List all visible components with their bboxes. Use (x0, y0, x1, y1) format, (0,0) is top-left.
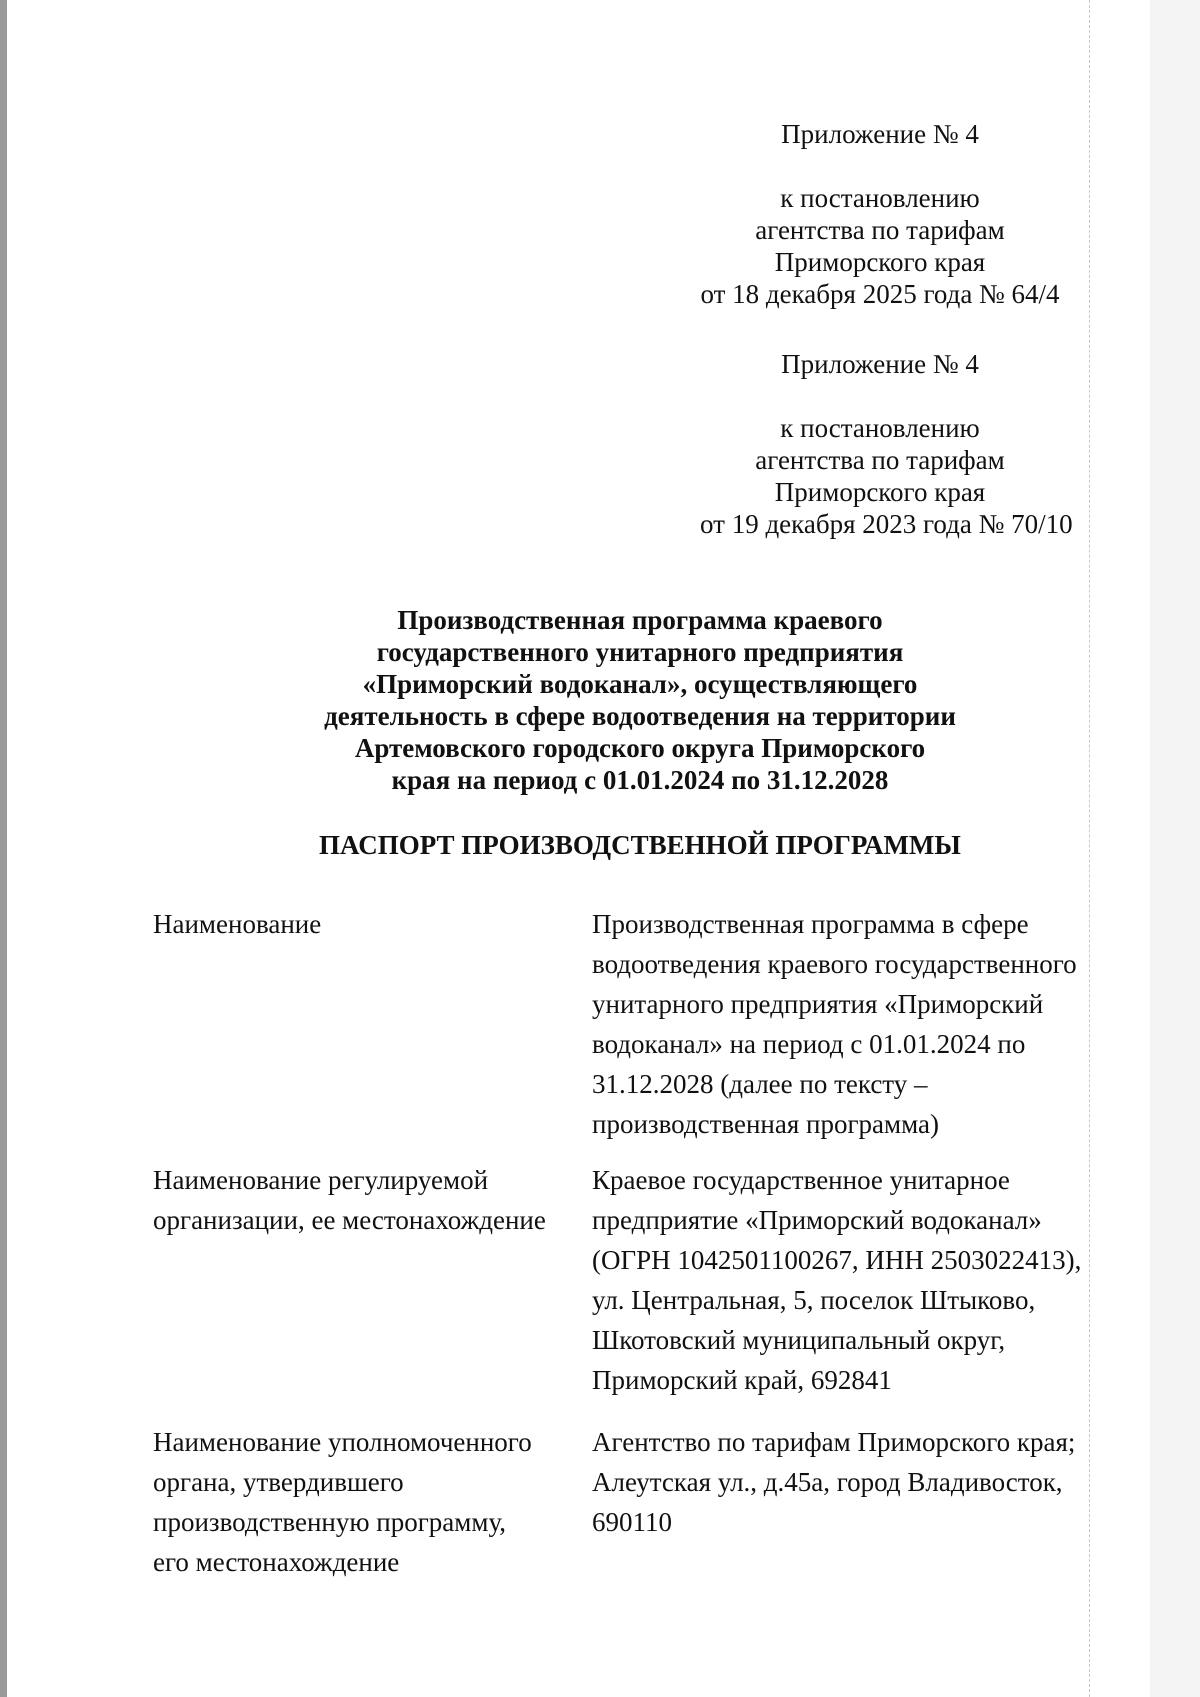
header-current (780, 118, 980, 150)
passport-title: ПАСПОРТ ПРОИЗВОДСТВЕННОЙ ПРОГРАММЫ (319, 830, 961, 860)
row-label (153, 1160, 583, 1240)
header-previous-agency: агентства по тарифам (755, 445, 1005, 475)
header-previous-region: Приморского края (774, 477, 986, 507)
row-label (153, 904, 583, 944)
header-previous (780, 348, 980, 380)
header-previous-date: от 19 декабря 2023 года № 70/10 (700, 509, 1073, 539)
header-current-date: от 18 декабря 2025 года № 64/4 (700, 279, 1060, 309)
row-value-line: Приморский край, 692841 (592, 1365, 892, 1395)
row-value-line: ул. Центральная, 5, поселок Штыково, (592, 1285, 1036, 1315)
row-value (592, 904, 1112, 1144)
row-label-line: его местонахождение (153, 1547, 400, 1577)
title-line: государственного унитарного предприятия (376, 637, 904, 667)
row-value-line: Шкотовский муниципальный округ, (592, 1325, 1006, 1355)
program-title (240, 604, 1040, 796)
row-label-line: Наименование регулируемой (153, 1165, 489, 1195)
scan-right-margin (1150, 0, 1200, 1697)
title-line: края на период с 01.01.2024 по 31.12.2028 (391, 765, 889, 795)
header-current-details (700, 182, 1060, 310)
header-current-agency: агентства по тарифам (755, 215, 1005, 245)
row-label-line: организации, ее местонахождение (153, 1205, 546, 1235)
header-previous-details (700, 412, 1073, 540)
row-label-line: органа, утвердившего (153, 1467, 404, 1497)
row-value-line: предприятие «Приморский водоканал» (592, 1205, 1042, 1235)
title-line: деятельность в сфере водоотведения на территории (324, 701, 956, 731)
row-value-line: (ОГРН 1042501100267, ИНН 2503022413), (592, 1245, 1082, 1275)
row-value-line: Агентство по тарифам Приморского края; (592, 1427, 1076, 1457)
title-line: «Приморский водоканал», осуществляющего (362, 669, 918, 699)
row-label-line: Наименование уполномоченного (153, 1427, 532, 1457)
row-value-line: Краевое государственное унитарное (592, 1165, 1010, 1195)
row-value-line: Алеутская ул., д.45а, город Владивосток, (592, 1467, 1063, 1497)
header-current-region: Приморского края (774, 247, 986, 277)
row-value-line: Производственная программа в сфере (592, 909, 1029, 939)
header-previous-to-resolution: к постановлению (780, 413, 980, 443)
row-value-line: унитарного предприятия «Приморский (592, 989, 1044, 1019)
row-value-line: водоканал» на период с 01.01.2024 по (592, 1029, 1026, 1059)
row-value-line: 690110 (592, 1507, 672, 1537)
row-value (592, 1422, 1112, 1542)
title-line: Артемовского городского округа Приморского (354, 733, 926, 763)
header-current-to-resolution: к постановлению (780, 183, 980, 213)
row-value-line: 31.12.2028 (далее по тексту – (592, 1069, 928, 1099)
row-label-line: Наименование (153, 909, 322, 939)
row-value-line: водоотведения краевого государственного (592, 949, 1077, 979)
row-value-line: производственная программа) (592, 1109, 939, 1139)
row-value (592, 1160, 1112, 1400)
header-current-appendix: Приложение № 4 (781, 119, 979, 149)
title-line: Производственная программа краевого (397, 605, 883, 635)
scan-left-edge (0, 0, 7, 1697)
row-label-line: производственную программу, (153, 1507, 506, 1537)
row-label (153, 1422, 583, 1582)
header-previous-appendix: Приложение № 4 (781, 349, 979, 379)
